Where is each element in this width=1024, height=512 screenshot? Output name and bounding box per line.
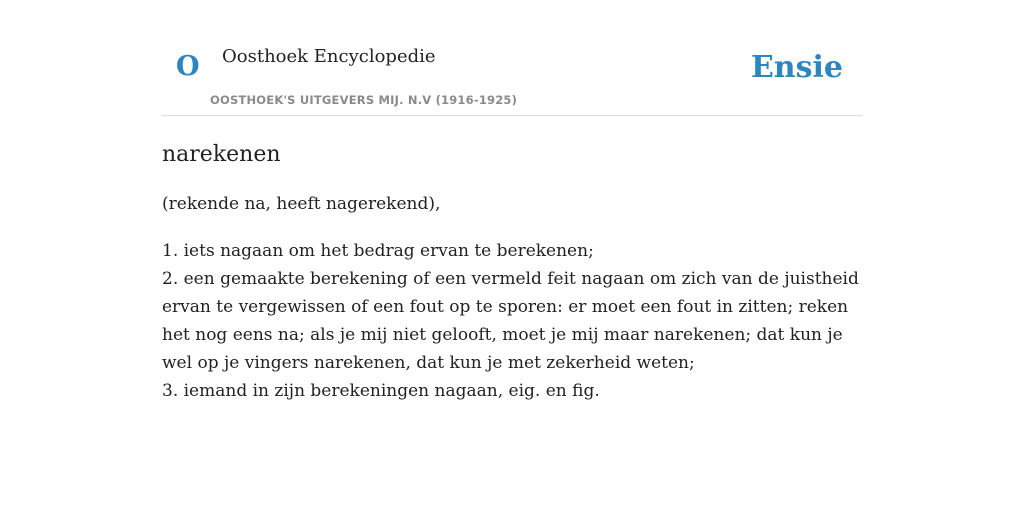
- entry-grammar: (rekende na, heeft nagerekend),: [162, 194, 441, 215]
- ensie-brand-link[interactable]: Ensie: [750, 50, 843, 85]
- definition-item: 2. een gemaakte berekening of een vermeld feit nagaan om zich van de juistheid ervan te vergewissen of een fout op te sporen: er moet een fout in zitten; reken het nog eens na; als je mij niet gelooft, moet je mij maar narekenen; dat kun je wel op je vingers narekenen, dat kun je met zekerheid weten;: [162, 269, 859, 374]
- definition-item: 1. iets nagaan om het bedrag ervan te berekenen;: [162, 241, 594, 262]
- site-title[interactable]: Oosthoek Encyclopedie: [222, 46, 436, 67]
- page: [162, 0, 862, 405]
- definition-item: 3. iemand in zijn berekeningen nagaan, eig. en fig.: [162, 381, 600, 402]
- logo-letter[interactable]: O: [176, 51, 200, 82]
- site-header: [162, 0, 862, 116]
- publisher-subtitle: OOSTHOEK'S UITGEVERS MIJ. N.V (1916-1925): [210, 93, 518, 107]
- definition-list: [162, 237, 862, 405]
- entry-title: narekenen: [162, 142, 281, 167]
